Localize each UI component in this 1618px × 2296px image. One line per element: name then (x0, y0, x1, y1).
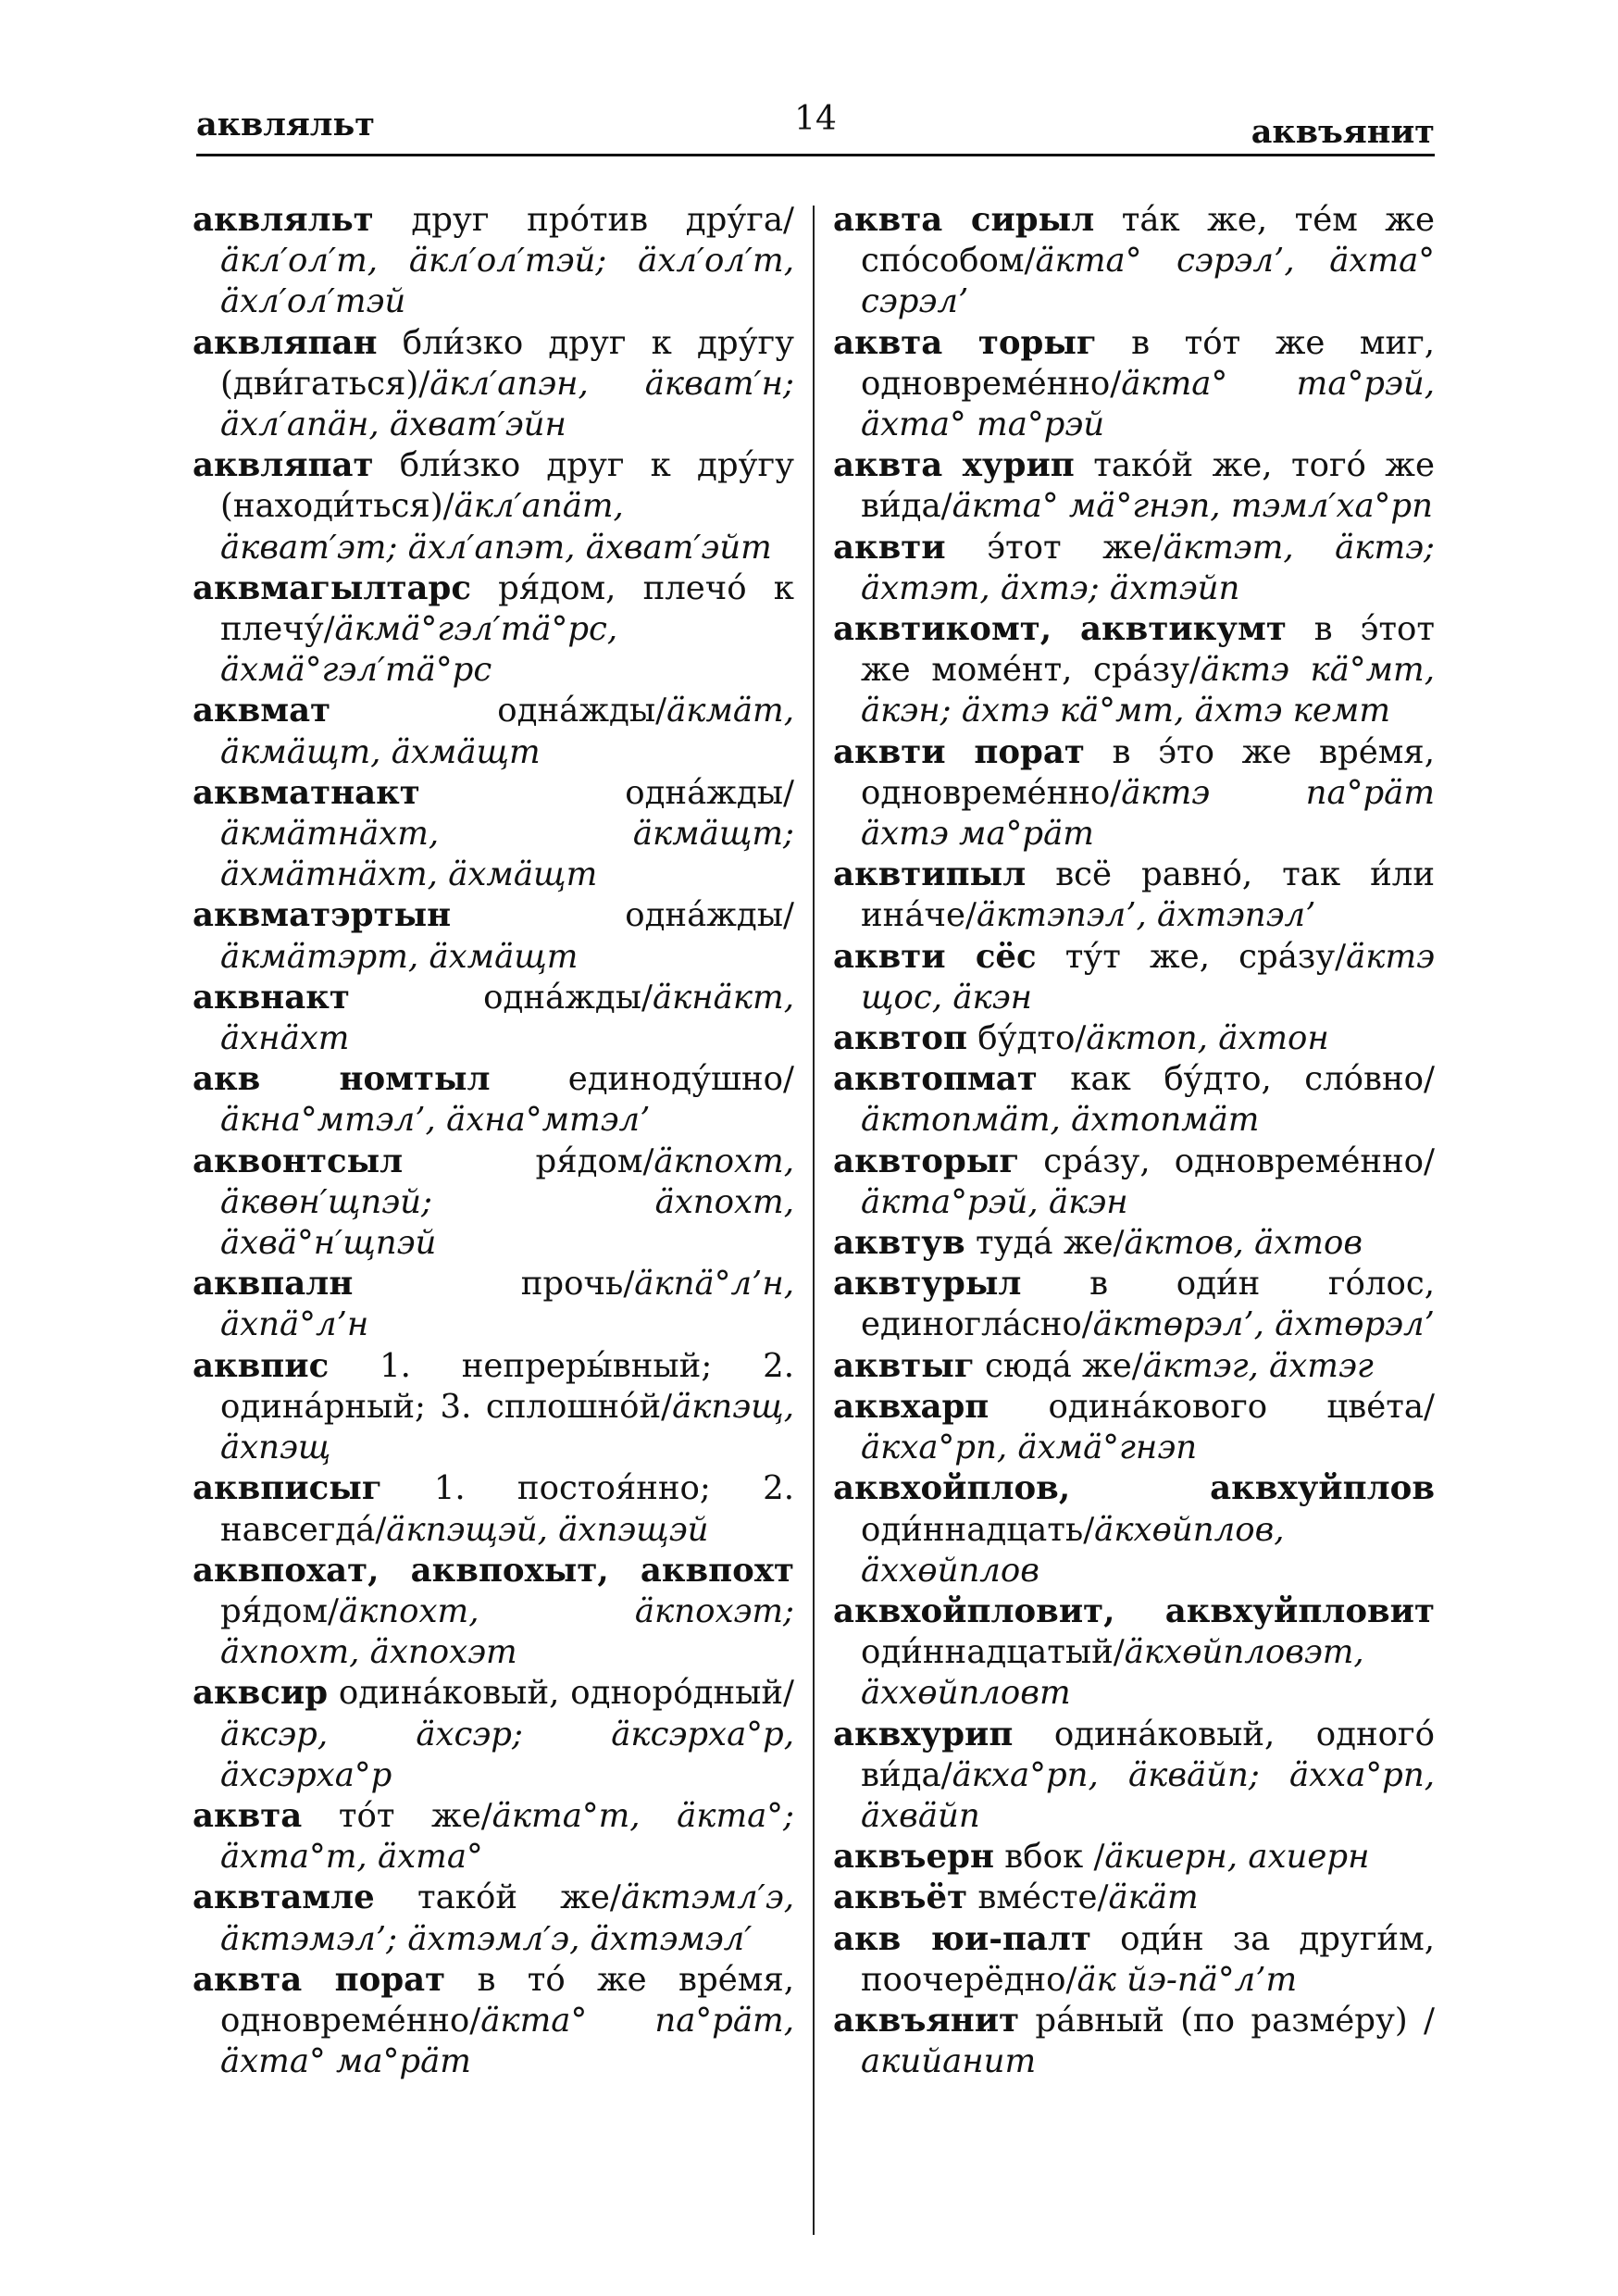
entry-dialect-forms: äкмäтэрт, äхмäщт (220, 937, 579, 976)
entry-definition: всё равно́, так и́ли ина́че/ (861, 855, 1435, 935)
entry-definition: оди́ннадцатый/ (861, 1633, 1125, 1672)
entry-definition: одина́ковый, одного́ ви́да/ (861, 1715, 1435, 1794)
dictionary-entry (193, 773, 794, 896)
entry-definition: в оди́н го́лос, единогла́сно/ (861, 1265, 1435, 1344)
dictionary-entry (833, 1142, 1435, 1223)
entry-dialect-forms: äкнäкт, äхнäхт (220, 978, 794, 1058)
entry-headword: аквтоп (833, 1019, 967, 1058)
entry-headword: аквпохат, аквпохыт, аквпохт (193, 1551, 794, 1590)
entry-dialect-forms: äкл′апэн, äкват′н; äхл′апäн, äхват′эйн (220, 364, 794, 444)
entry-headword: аквматэртын (193, 896, 452, 935)
entry-headword: аквхурип (833, 1715, 1014, 1753)
entry-headword: аквти порат (833, 732, 1085, 771)
entry-headword: аквтопмат (833, 1060, 1038, 1099)
dictionary-entry (833, 1715, 1435, 1838)
entry-dialect-forms: äкна°мтэл’, äхна°мтэл’ (220, 1101, 651, 1140)
entry-definition: то́т же/ (338, 1796, 492, 1835)
entry-definition: ту́т же, сра́зу/ (1064, 937, 1347, 976)
dictionary-entry (833, 445, 1435, 527)
entry-headword: аквмагылтарс (193, 568, 471, 607)
entry-definition: ря́дом, плечо́ к плечу́/ (220, 568, 794, 649)
entry-definition: в э́тот же моме́нт, сра́зу/ (861, 610, 1435, 690)
entry-dialect-forms: äк йэ-пä°л’т (1077, 1960, 1298, 1999)
entry-definition: одна́жды/ (625, 773, 794, 812)
dictionary-entry (833, 1018, 1435, 1059)
entry-definition: ря́дом/ (220, 1591, 339, 1630)
dictionary-entry (833, 200, 1435, 323)
dictionary-entry (193, 568, 794, 692)
entry-dialect-forms: äкта°рэй, äкэн (861, 1182, 1128, 1221)
entry-definition: прочь/ (520, 1265, 635, 1304)
entry-headword: аквляпан (193, 323, 378, 362)
dictionary-entry (193, 1346, 794, 1469)
right-column (833, 200, 1435, 2283)
entry-definition: та́к же, те́м же спо́собом/ (861, 201, 1435, 281)
entry-dialect-forms: äкäт (1108, 1878, 1199, 1917)
entry-dialect-forms: äктэпэл’, äхтэпэл’ (976, 896, 1316, 935)
entry-definition: ра́вный (по разме́ру) / (1035, 2001, 1435, 2040)
entry-headword: аквти (833, 528, 946, 567)
entry-dialect-forms: äкха°рп, äхмä°гнэп (861, 1429, 1198, 1467)
entry-definition: э́тот же/ (987, 528, 1164, 567)
page-number: 14 (794, 100, 837, 138)
entry-dialect-forms: äкта°т, äкта°; äхта°т, äхта° (220, 1796, 794, 1877)
dictionary-entry (833, 1387, 1435, 1468)
entry-headword: аквти сёс (833, 937, 1037, 976)
entry-headword: аквпис (193, 1346, 330, 1385)
entry-headword: аквъянит (833, 2001, 1020, 2040)
entry-definition: 1. непреры́вный; 2. одина́рный; 3. сплошно́й/ (220, 1346, 794, 1426)
dictionary-entry (833, 1223, 1435, 1264)
entry-dialect-forms: äкта° та°рэй, äхта° та°рэй (861, 364, 1435, 444)
entry-headword: аквхойпловит, аквхуйпловит (833, 1591, 1435, 1630)
dictionary-entry (193, 895, 794, 977)
entry-definition: единоду́шно/ (567, 1060, 794, 1099)
dictionary-entry (193, 445, 794, 568)
entry-definition: одна́жды/ (483, 978, 653, 1017)
entry-headword: аквляпат (193, 446, 374, 485)
entry-headword: аквта торыг (833, 323, 1097, 362)
left-guide-word: аквляльт (196, 106, 375, 144)
entry-dialect-forms: äкпä°л’н, äхпä°л’н (220, 1265, 794, 1344)
dictionary-entry (833, 1591, 1435, 1715)
entry-headword: аквта хурип (833, 446, 1075, 485)
entry-headword: акв юи-палт (833, 1919, 1091, 1958)
entry-definition: бли́зко друг к дру́гу (находи́ться)/ (220, 446, 794, 526)
dictionary-entry (833, 528, 1435, 609)
entry-dialect-forms: äкта° па°рäт, äхта° ма°рäт (220, 2001, 794, 2081)
entry-headword: аквтыг (833, 1346, 975, 1385)
entry-definition: одина́кового цве́та/ (1048, 1387, 1435, 1426)
left-column (193, 200, 794, 2283)
entry-headword: аквпалн (193, 1265, 354, 1304)
entry-headword: аквтипыл (833, 855, 1027, 894)
entry-headword: аквтув (833, 1224, 965, 1263)
dictionary-entry (193, 691, 794, 772)
dictionary-entry (193, 1551, 794, 1674)
entry-definition: одна́жды/ (625, 896, 794, 935)
entry-dialect-forms: äкмäт, äкмäщт, äхмäщт (220, 692, 794, 771)
entry-dialect-forms: äкл′ол′т, äкл′ол′тэй; äхл′ол′т, äхл′ол′тэй (220, 242, 794, 321)
dictionary-entry (833, 1059, 1435, 1141)
entry-headword: аквъёт (833, 1878, 968, 1917)
entry-definition: вбок / (1004, 1838, 1105, 1877)
entry-dialect-forms: äктөрэл’, äхтөрэл’ (1092, 1305, 1435, 1344)
entry-definition: в то́ же вре́мя, одновреме́нно/ (220, 1960, 794, 2040)
entry-definition: оди́н за други́м, поочерёдно/ (861, 1919, 1435, 1999)
entry-dialect-forms: äкиерн, ахиерн (1104, 1838, 1370, 1877)
entry-definition: друг про́тив дру́га/ (411, 201, 794, 239)
entry-headword: аквъерн (833, 1838, 994, 1877)
dictionary-entry (833, 732, 1435, 855)
dictionary-entry (833, 1264, 1435, 1345)
dictionary-entry (193, 1796, 794, 1878)
dictionary-entry (193, 978, 794, 1059)
entry-dialect-forms: äктэг, äхтэг (1142, 1346, 1374, 1385)
entry-headword: аквхойплов, аквхуйплов (833, 1469, 1435, 1508)
entry-headword: аквхарп (833, 1387, 989, 1426)
entry-dialect-forms: äктэ кä°мт, äкэн; äхтэ кä°мт, äхтэ кемт (861, 651, 1435, 730)
entry-dialect-forms: äкха°рп, äквäйп; äхха°рп, äхвäйп (861, 1755, 1435, 1835)
right-guide-word: аквъянит (1251, 113, 1435, 151)
entry-definition: одина́ковый, одноро́дный/ (338, 1674, 794, 1713)
entry-headword: аквта сирыл (833, 201, 1095, 239)
entry-dialect-forms: äксэр, äхсэр; äксэрха°р, äхсэрха°р (220, 1715, 794, 1794)
entry-headword: аквта (193, 1796, 303, 1835)
entry-dialect-forms: äктэмл′э, äктэмэл’; äхтэмл′э, äхтэмэл′ (220, 1878, 794, 1958)
entry-headword: аквтамле (193, 1878, 375, 1917)
entry-definition: в э́то же вре́мя, одновреме́нно/ (861, 732, 1435, 812)
dictionary-entry (833, 1837, 1435, 1878)
dictionary-entry (193, 1142, 794, 1265)
entry-dialect-forms: äктопмäт, äхтопмäт (861, 1101, 1260, 1140)
dictionary-entry (833, 1468, 1435, 1591)
entry-definition: тако́й же/ (417, 1878, 621, 1917)
entry-dialect-forms: äкмä°гэл′тä°рс, äхмä°гэл′тä°рс (220, 610, 618, 690)
entry-definition: ря́дом/ (535, 1142, 654, 1180)
entry-definition: оди́ннадцать/ (861, 1510, 1095, 1549)
entry-definition: одна́жды/ (497, 692, 667, 730)
dictionary-entry (193, 1673, 794, 1796)
dictionary-entry (193, 1468, 794, 1550)
column-divider (813, 206, 815, 2235)
entry-headword: акв номтыл (193, 1060, 491, 1099)
entry-headword: аквторыг (833, 1142, 1020, 1180)
dictionary-entry (833, 2001, 1435, 2082)
entry-dialect-forms: äктов, äхтов (1124, 1224, 1363, 1263)
entry-dialect-forms: äкта° мä°гнэп, тэмл′ха°рп (952, 487, 1434, 526)
entry-definition: сюда́ же/ (984, 1346, 1143, 1385)
entry-dialect-forms: äкхөйпловэт, äххөйпловт (861, 1633, 1364, 1713)
entry-headword: аквта порат (193, 1960, 446, 1999)
entry-headword: аквонтсыл (193, 1142, 404, 1180)
entry-headword: аквнакт (193, 978, 350, 1017)
header-rule (196, 154, 1435, 156)
dictionary-entry (833, 609, 1435, 732)
entry-headword: аквсир (193, 1674, 329, 1713)
dictionary-entry (193, 1960, 794, 2083)
entry-headword: аквмат (193, 692, 331, 730)
entry-definition: туда́ же/ (976, 1224, 1125, 1263)
entry-dialect-forms: äкпэщэй, äхпэщэй (386, 1510, 709, 1549)
entry-dialect-forms: акийанит (861, 2042, 1037, 2081)
dictionary-entry (833, 1919, 1435, 2001)
entry-dialect-forms: äкпэщ, äхпэщ (220, 1387, 794, 1467)
entry-headword: аквписыг (193, 1469, 382, 1508)
dictionary-entry (193, 1878, 794, 1959)
dictionary-entry (833, 323, 1435, 446)
page-header (196, 100, 1435, 156)
dictionary-entry (833, 1878, 1435, 1918)
dictionary-entry (193, 200, 794, 323)
entry-headword: аквтикомт, аквтикумт (833, 610, 1287, 649)
dictionary-entry (833, 855, 1435, 936)
entry-definition: сра́зу, одновреме́нно/ (1043, 1142, 1435, 1180)
entry-dialect-forms: äкпохт, äквөн′щпэй; äхпохт, äхвä°н′щпэй (220, 1142, 794, 1263)
entry-definition: как бу́дто, сло́вно/ (1070, 1060, 1435, 1099)
dictionary-entry (833, 1346, 1435, 1387)
entry-headword: аквляльт (193, 201, 374, 239)
entry-definition: бли́зко друг к дру́гу (дви́гаться)/ (220, 323, 794, 403)
entry-headword: аквматнакт (193, 773, 420, 812)
entry-dialect-forms: äктэ щос, äкэн (861, 937, 1435, 1017)
dictionary-entry (833, 937, 1435, 1018)
entry-definition: тако́й же, того́ же ви́да/ (861, 446, 1435, 526)
entry-dialect-forms: äкхөйплов, äххөйплов (861, 1510, 1285, 1590)
entry-definition: 1. постоя́нно; 2. навсегда́/ (220, 1469, 794, 1549)
dictionary-entry (193, 1059, 794, 1141)
entry-dialect-forms: äктоп, äхтон (1086, 1019, 1329, 1058)
entry-dialect-forms: äкл′апäт, äкват′эт; äхл′апэт, äхват′эйт (220, 487, 772, 567)
entry-dialect-forms: äкта° сэрэл’, äхта° сэрэл’ (861, 242, 1435, 321)
entry-headword: аквтурыл (833, 1265, 1022, 1304)
entry-definition: в то́т же миг, одновреме́нно/ (861, 323, 1435, 403)
entry-dialect-forms: äктэт, äктэ; äхтэт, äхтэ; äхтэйп (861, 528, 1435, 607)
entry-dialect-forms: äктэ па°рäт äхтэ ма°рäт (861, 773, 1435, 854)
dictionary-entry (193, 1264, 794, 1345)
dictionary-entry (193, 323, 794, 446)
entry-definition: бу́дто/ (977, 1019, 1087, 1058)
entry-dialect-forms: äкмäтнäхт, äкмäщт; äхмäтнäхт, äхмäщт (220, 815, 794, 894)
entry-dialect-forms: äкпохт, äкпохэт; äхпохт, äхпохэт (220, 1591, 794, 1672)
entry-definition: вме́сте/ (977, 1878, 1109, 1917)
